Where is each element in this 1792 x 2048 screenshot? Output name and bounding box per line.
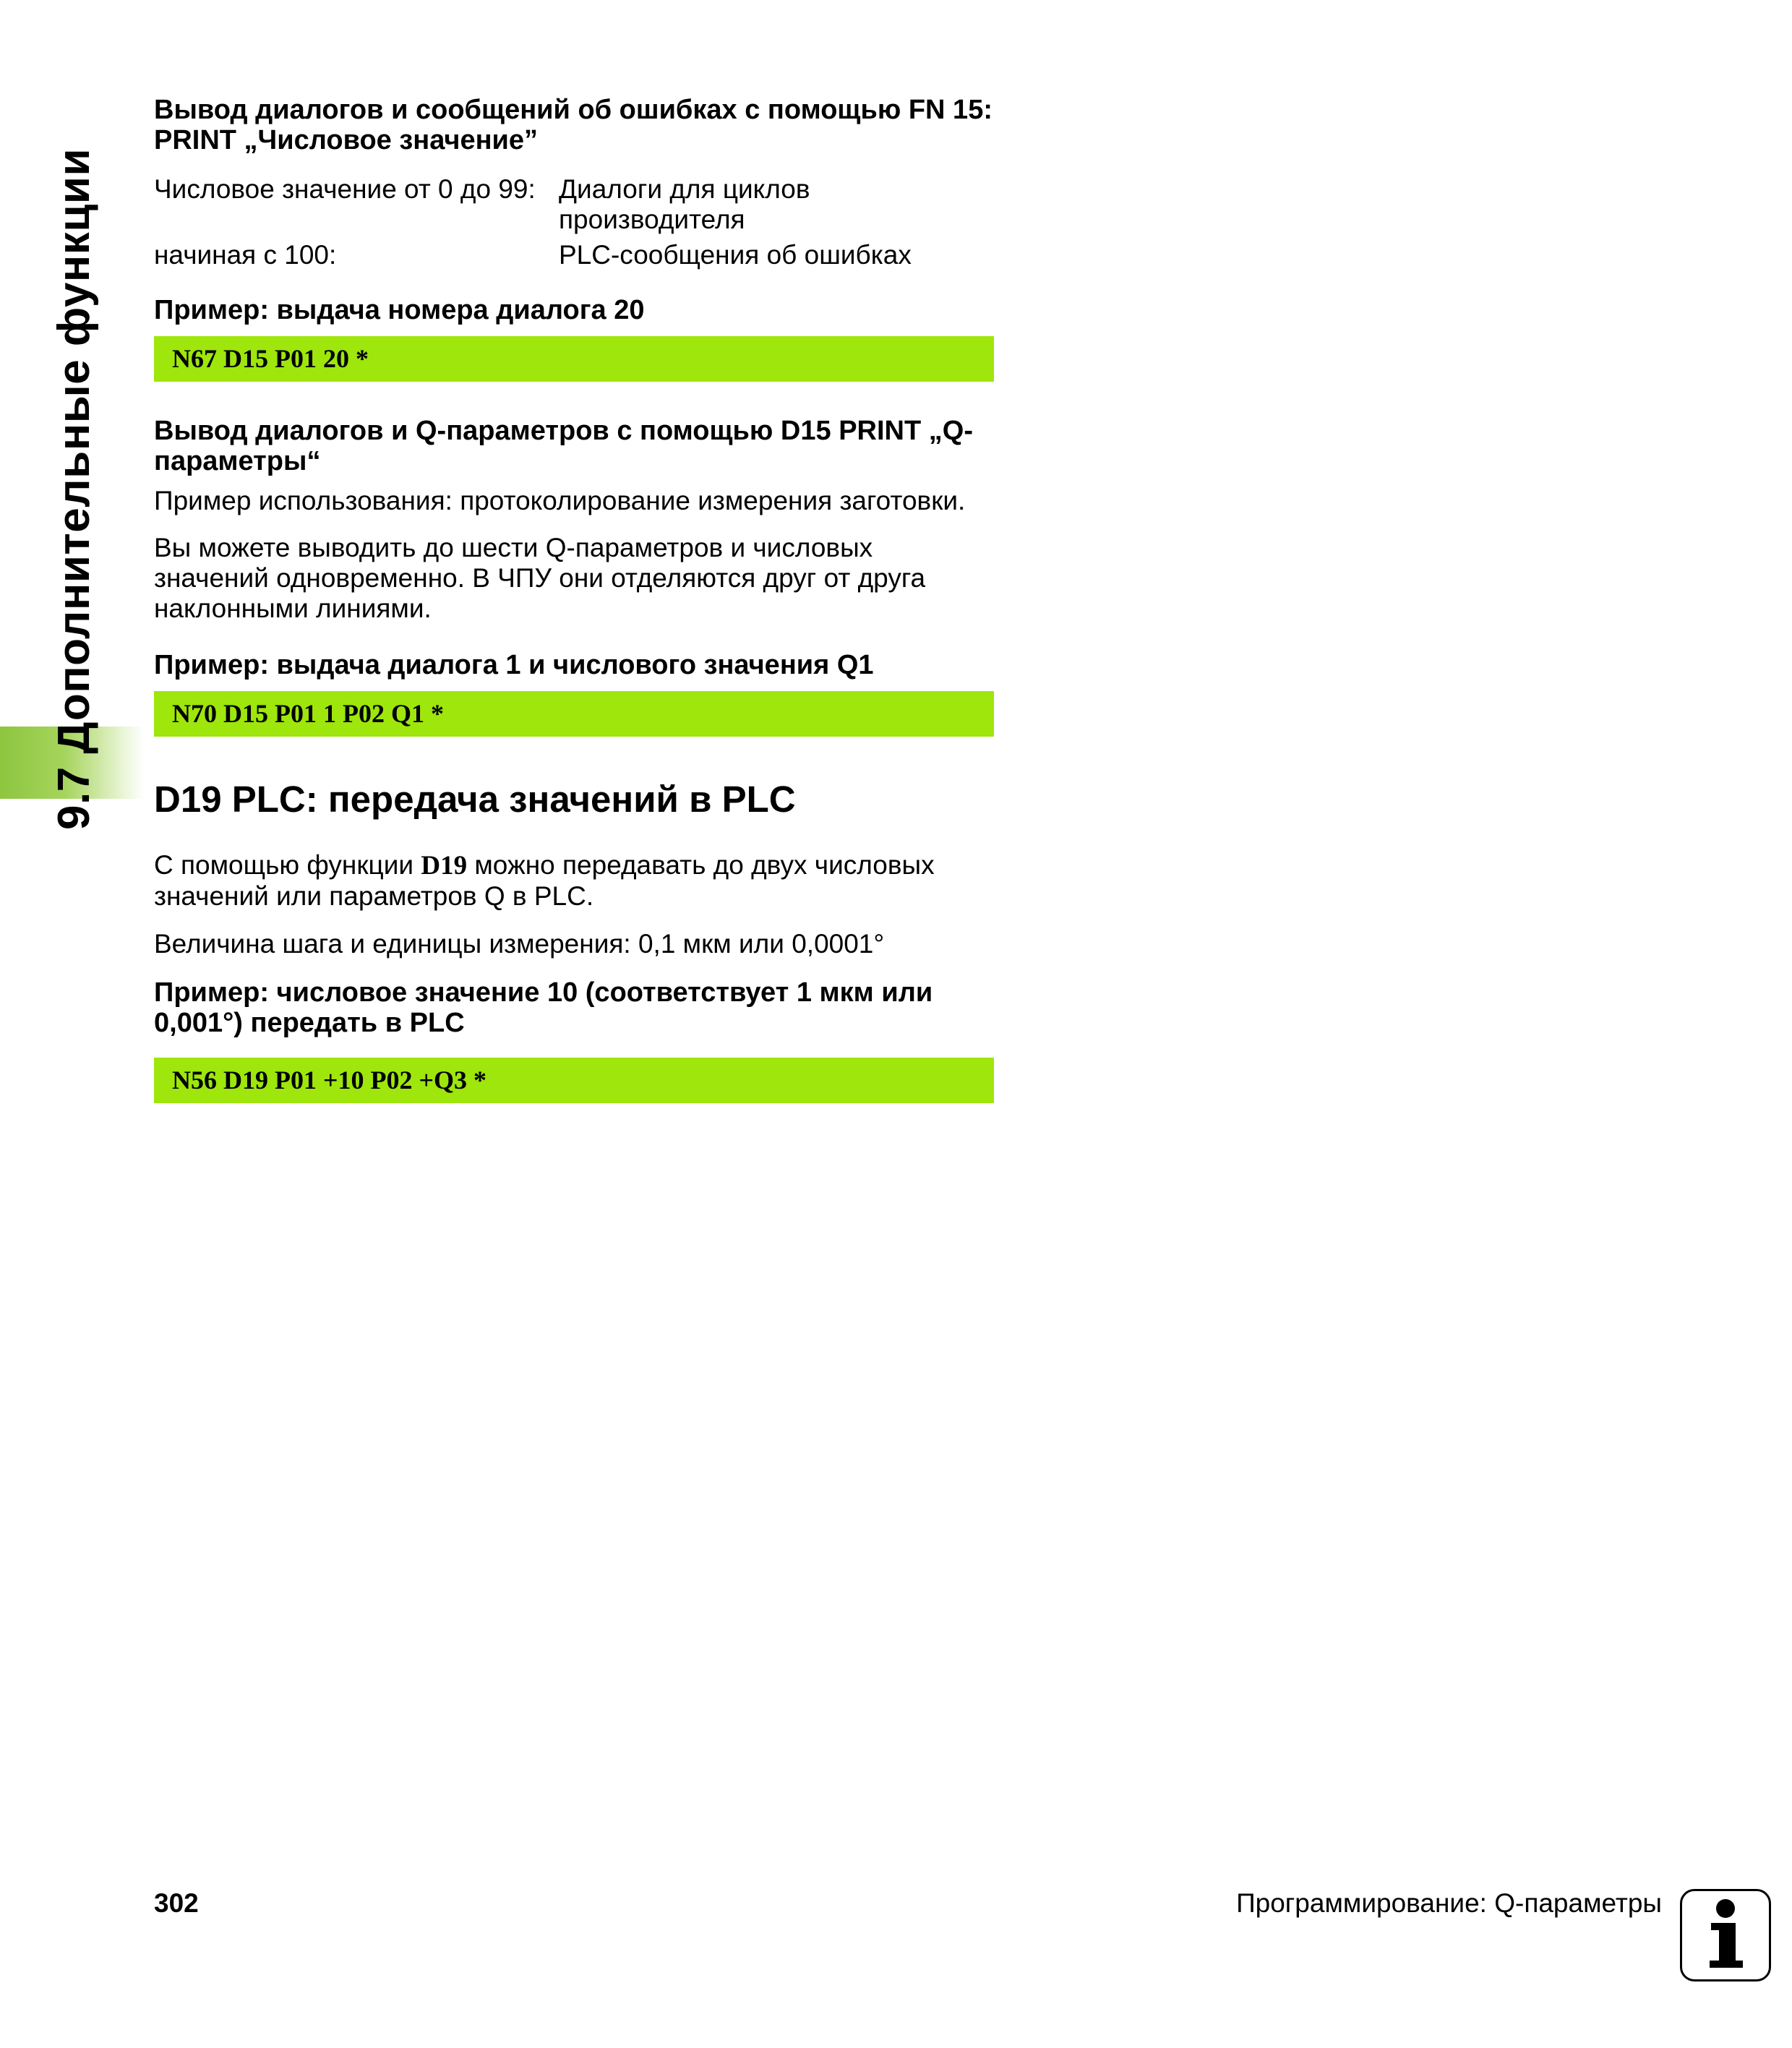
table-row-left-1: Числовое значение от 0 до 99: <box>154 174 536 204</box>
page-number: 302 <box>154 1888 199 1918</box>
d19-paragraph-1 <box>154 850 964 912</box>
example1-heading: Пример: выдача номера диалога 20 <box>154 295 645 325</box>
fn15-heading: Вывод диалогов и сообщений об ошибках с помощью FN 15: PRINT „Числовое значение” <box>154 95 993 155</box>
d15q-heading: Вывод диалогов и Q-параметров с помощью D15 PRINT „Q-параметры“ <box>154 416 973 476</box>
info-glyph <box>1682 1891 1769 1979</box>
table-row-left-2: начиная с 100: <box>154 240 337 270</box>
d15q-paragraph-2: Вы можете выводить до шести Q-параметров и числовых значений одновременно. В ЧПУ они отделяются друг от друга наклонными линиями. <box>154 533 926 623</box>
info-icon <box>1680 1889 1771 1981</box>
example3-heading: Пример: числовое значение 10 (соответствует 1 мкм или 0,001°) передать в PLC <box>154 977 933 1038</box>
chapter-title-vertical: 9.7 Дополнительные функции <box>49 147 99 830</box>
d19-function-code: D19 <box>421 851 468 881</box>
d19-paragraph-2: Величина шага и единицы измерения: 0,1 мкм или 0,0001° <box>154 929 885 959</box>
example1-code: N67 D15 P01 20 * <box>154 336 994 382</box>
footer-chapter-title: Программирование: Q-параметры <box>1236 1888 1662 1918</box>
d19-p1-text-before: С помощью функции <box>154 850 421 880</box>
example2-heading: Пример: выдача диалога 1 и числового значения Q1 <box>154 650 874 680</box>
d19-section-title: D19 PLC: передача значений в PLC <box>154 779 796 820</box>
table-row-right-2: PLC-сообщения об ошибках <box>559 240 912 270</box>
d19-p1-text-after: можно передавать до двух числовых значений или параметров Q в PLC. <box>154 850 935 911</box>
d15q-paragraph-1: Пример использования: протоколирование измерения заготовки. <box>154 486 966 515</box>
table-row-right-1: Диалоги для циклов производителя <box>559 174 810 234</box>
example3-code: N56 D19 P01 +10 P02 +Q3 * <box>154 1058 994 1103</box>
example2-code: N70 D15 P01 1 P02 Q1 * <box>154 691 994 737</box>
